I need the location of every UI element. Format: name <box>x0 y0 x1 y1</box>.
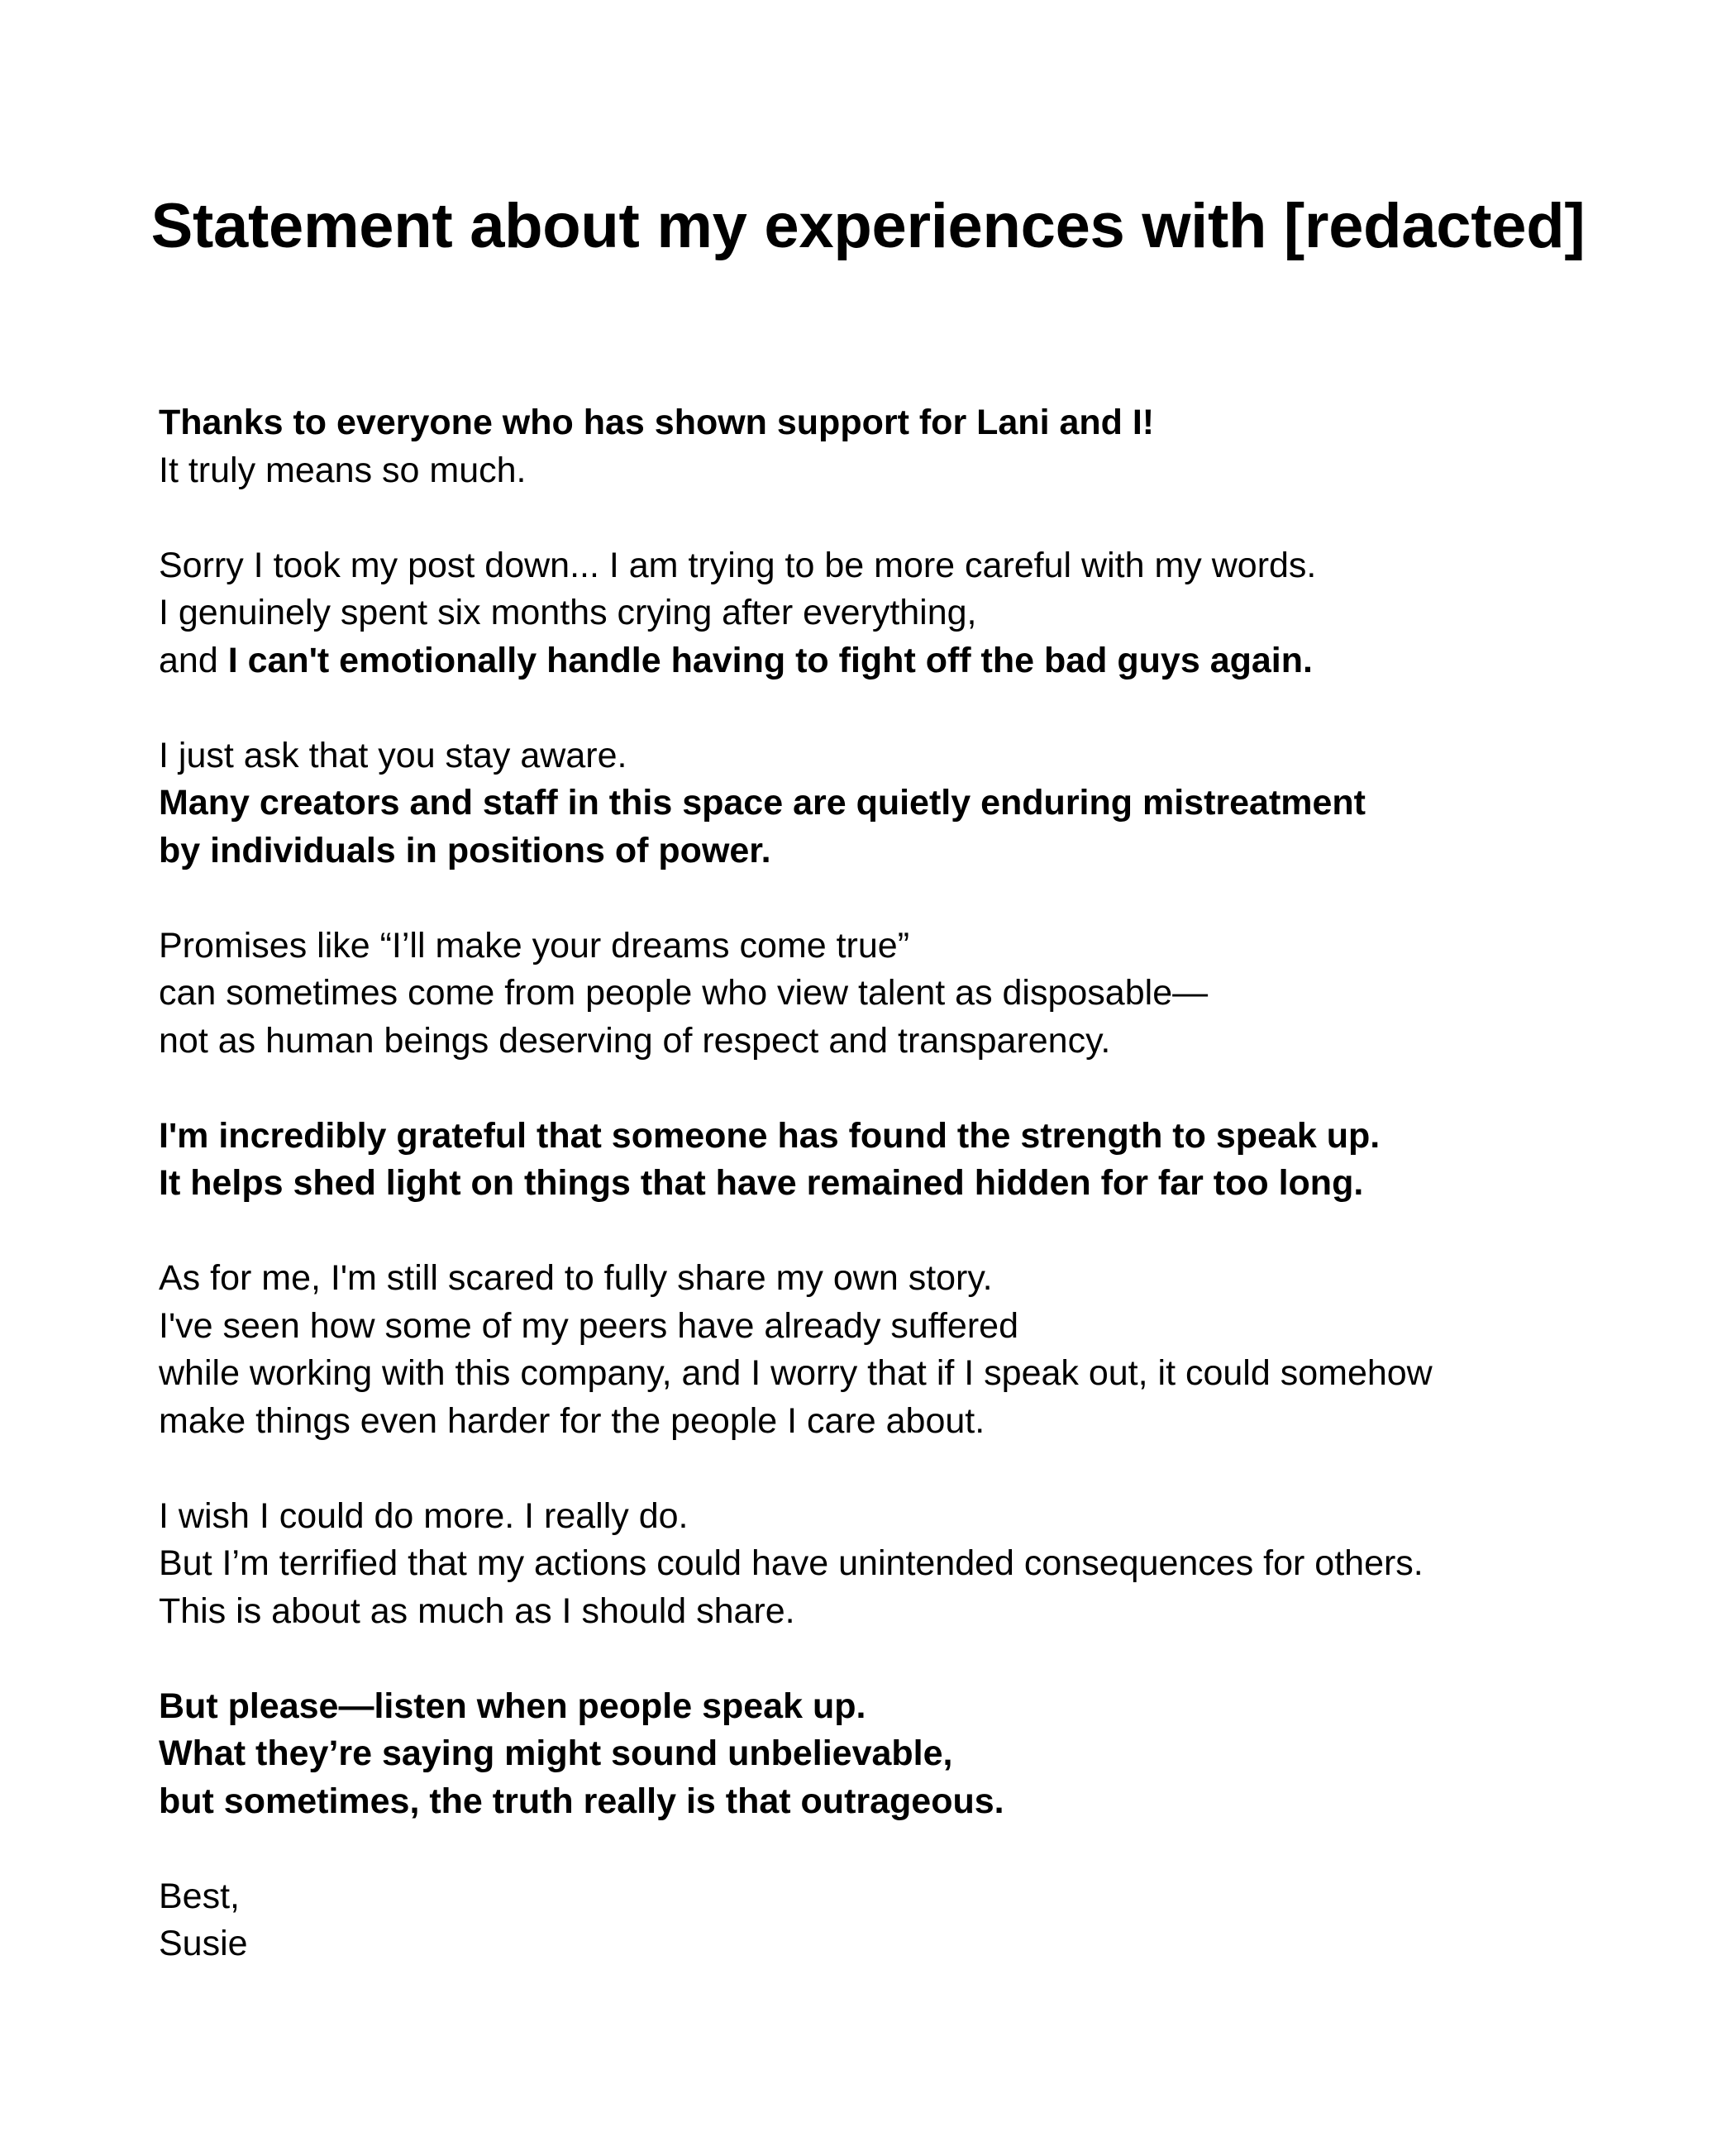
paragraph-wish <box>159 1493 1696 1636</box>
document-title: Statement about my experiences with [redacted] <box>150 191 1586 261</box>
cant-handle-line <box>159 637 1696 685</box>
paragraph-grateful <box>159 1113 1696 1208</box>
paragraph-as-for-me <box>159 1255 1696 1445</box>
signoff <box>159 1873 1696 1968</box>
statement-body <box>159 399 1696 2015</box>
wish-line: I wish I could do more. I really do. <box>159 1495 689 1536</box>
closing-line: Best, <box>159 1876 240 1916</box>
six-months-line: I genuinely spent six months crying after everything, <box>159 593 977 632</box>
signature-name: Susie <box>159 1924 248 1963</box>
post-down-line: Sorry I took my post down... I am trying to be more careful with my words. <box>159 545 1317 585</box>
paragraph-promises <box>159 923 1696 1066</box>
positions-of-power-line: by individuals in positions of power. <box>159 830 771 870</box>
unbelievable-line: What they’re saying might sound unbelievable, <box>159 1733 953 1773</box>
scared-line: As for me, I'm still scared to fully share my own story. <box>159 1258 993 1298</box>
stay-aware-line: I just ask that you stay aware. <box>159 735 627 775</box>
harder-line: make things even harder for the people I care about. <box>159 1400 985 1441</box>
disposable-line: can sometimes come from people who view talent as disposable— <box>159 973 1209 1013</box>
paragraph-please-listen <box>159 1683 1696 1826</box>
paragraph-post-down <box>159 542 1696 685</box>
paragraph-stay-aware <box>159 732 1696 875</box>
cant-handle-prefix: and <box>159 640 228 680</box>
cant-handle-emphasis: I can't emotionally handle having to fight off the bad guys again. <box>227 640 1313 680</box>
shed-light-line: It helps shed light on things that have remained hidden for far too long. <box>159 1163 1364 1203</box>
mistreatment-line: Many creators and staff in this space are quietly enduring mistreatment <box>159 783 1366 823</box>
should-share-line: This is about as much as I should share. <box>159 1590 795 1631</box>
means-so-much-line: It truly means so much. <box>159 450 527 490</box>
respect-line: not as human beings deserving of respect and transparency. <box>159 1020 1111 1061</box>
please-listen-line: But please—listen when people speak up. <box>159 1686 866 1726</box>
outrageous-line: but sometimes, the truth really is that outrageous. <box>159 1781 1004 1821</box>
grateful-line: I'm incredibly grateful that someone has found the strength to speak up. <box>159 1115 1381 1156</box>
speak-out-line: while working with this company, and I worry that if I speak out, it could somehow <box>159 1353 1433 1393</box>
thanks-line: Thanks to everyone who has shown support for Lani and I! <box>159 403 1155 442</box>
peers-suffered-line: I've seen how some of my peers have already suffered <box>159 1305 1018 1346</box>
promises-line: Promises like “I’ll make your dreams come true” <box>159 925 910 966</box>
paragraph-thanks <box>159 399 1696 494</box>
terrified-line: But I’m terrified that my actions could have unintended consequences for others. <box>159 1543 1424 1583</box>
